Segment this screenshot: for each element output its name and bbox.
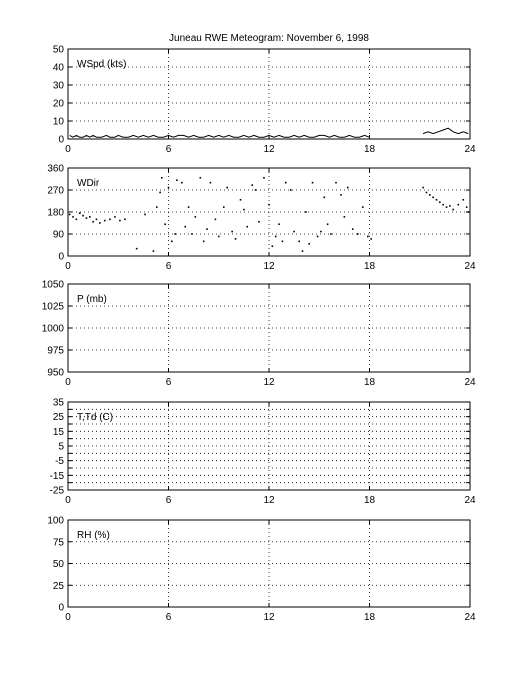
y-tick-label: 1050: [41, 279, 64, 291]
panel-3: [42, 280, 476, 389]
data-point: [305, 211, 307, 213]
data-point: [452, 209, 454, 211]
x-tick-label: 0: [65, 612, 71, 623]
data-point: [439, 201, 441, 203]
y-tick-label: -5: [55, 456, 64, 468]
data-point: [320, 231, 322, 233]
x-tick-label: 0: [65, 261, 71, 272]
data-point: [153, 250, 155, 252]
data-point: [255, 189, 257, 191]
data-point: [282, 241, 284, 243]
data-point: [223, 206, 225, 208]
panel-label: RH (%): [77, 530, 110, 541]
panel-2: [47, 164, 476, 273]
x-tick-label: 12: [263, 377, 275, 388]
data-point: [357, 233, 359, 235]
y-tick-label: 270: [47, 185, 64, 197]
data-point: [124, 219, 126, 221]
data-point: [89, 216, 91, 218]
data-point: [432, 197, 434, 199]
data-point: [285, 182, 287, 184]
data-point: [263, 177, 265, 179]
y-tick-label: 5: [58, 441, 64, 453]
data-point: [206, 228, 208, 230]
x-tick-label: 12: [263, 144, 275, 155]
data-point: [367, 236, 369, 238]
data-point: [251, 184, 253, 186]
data-point: [463, 199, 465, 201]
data-point: [272, 245, 274, 247]
y-tick-label: 1000: [41, 323, 64, 335]
data-point: [156, 206, 158, 208]
data-point: [442, 204, 444, 206]
data-point: [370, 238, 372, 240]
data-point: [174, 233, 176, 235]
y-tick-label: 40: [52, 62, 64, 74]
x-tick-label: 24: [464, 261, 476, 272]
y-tick-label: 10: [52, 116, 64, 128]
data-point: [86, 217, 88, 219]
data-point: [312, 182, 314, 184]
data-point: [210, 182, 212, 184]
data-point: [119, 220, 121, 222]
data-point: [302, 250, 304, 252]
x-tick-label: 6: [165, 144, 172, 155]
x-tick-label: 0: [65, 377, 71, 388]
y-tick-label: 0: [58, 134, 64, 146]
y-tick-label: 20: [52, 98, 64, 110]
y-tick-label: 15: [52, 426, 64, 438]
x-tick-label: 24: [464, 144, 476, 155]
data-point: [466, 206, 468, 208]
y-tick-label: 50: [52, 44, 64, 56]
data-point: [114, 216, 116, 218]
x-tick-label: 18: [363, 612, 376, 623]
data-point: [184, 226, 186, 228]
data-point: [235, 238, 237, 240]
y-tick-label: 950: [47, 367, 64, 379]
data-point: [69, 214, 71, 216]
panel-1: [53, 45, 476, 156]
y-tick-label: 1025: [41, 301, 64, 313]
data-point: [278, 223, 280, 225]
data-point: [290, 189, 292, 191]
data-point: [76, 219, 78, 221]
y-tick-label: 360: [47, 163, 64, 175]
data-point: [436, 199, 438, 201]
x-tick-label: 18: [363, 261, 376, 272]
data-point: [109, 219, 111, 221]
data-point: [144, 214, 146, 216]
x-tick-label: 0: [65, 144, 71, 155]
x-tick-label: 12: [263, 495, 275, 506]
x-tick-label: 6: [165, 495, 172, 506]
data-point: [243, 209, 245, 211]
panel-label: T,Td (C): [77, 412, 114, 423]
data-point: [246, 226, 248, 228]
data-point: [268, 204, 270, 206]
data-point: [195, 216, 197, 218]
x-tick-label: 12: [263, 612, 275, 623]
data-point: [82, 215, 84, 217]
data-point: [231, 231, 233, 233]
data-point: [457, 204, 459, 206]
data-point: [362, 206, 364, 208]
data-point: [159, 192, 161, 194]
y-tick-label: 35: [52, 397, 64, 409]
data-point: [293, 231, 295, 233]
data-point: [171, 241, 173, 243]
data-point: [330, 233, 332, 235]
data-point: [308, 243, 310, 245]
data-point: [181, 182, 183, 184]
y-tick-label: -15: [49, 470, 64, 482]
data-point: [99, 222, 101, 224]
data-point: [200, 177, 202, 179]
panel-label: P (mb): [77, 294, 107, 305]
data-point: [258, 221, 260, 223]
data-point: [92, 221, 94, 223]
data-point: [275, 236, 277, 238]
data-point: [79, 212, 81, 214]
data-point: [468, 211, 470, 213]
data-point: [168, 187, 170, 189]
data-point: [226, 187, 228, 189]
y-tick-label: 25: [52, 412, 64, 424]
data-point: [96, 219, 98, 221]
y-tick-label: 100: [47, 515, 64, 527]
x-tick-label: 18: [363, 495, 376, 506]
data-point: [327, 223, 329, 225]
data-point: [176, 179, 178, 181]
panels: [42, 45, 476, 624]
data-point: [136, 248, 138, 250]
panel-5: [47, 516, 476, 624]
data-point: [215, 219, 217, 221]
data-point: [188, 206, 190, 208]
x-tick-label: 6: [165, 377, 172, 388]
data-point: [335, 182, 337, 184]
panel-label: WDir: [77, 178, 100, 189]
data-point: [429, 194, 431, 196]
y-tick-label: 180: [47, 207, 64, 219]
x-tick-label: 18: [363, 144, 376, 155]
figure-title: Juneau RWE Meteogram: November 6, 1998: [169, 33, 369, 44]
data-point: [72, 216, 74, 218]
panel-4: [50, 398, 476, 507]
data-point: [426, 192, 428, 194]
data-point: [298, 241, 300, 243]
x-tick-label: 12: [263, 261, 275, 272]
y-tick-label: 0: [58, 602, 64, 614]
y-tick-label: 90: [52, 229, 64, 241]
data-point: [161, 177, 163, 179]
data-point: [347, 187, 349, 189]
x-tick-label: 6: [165, 261, 172, 272]
x-tick-label: 0: [65, 495, 71, 506]
data-point: [317, 236, 319, 238]
x-tick-label: 24: [464, 612, 476, 623]
panel-label: WSpd (kts): [77, 59, 127, 70]
y-tick-label: 25: [52, 580, 64, 592]
x-tick-label: 24: [464, 495, 476, 506]
data-point: [344, 216, 346, 218]
data-point: [203, 241, 205, 243]
data-point: [164, 223, 166, 225]
y-tick-label: 0: [58, 251, 64, 263]
data-point: [191, 233, 193, 235]
data-point: [104, 220, 106, 222]
data-point: [446, 206, 448, 208]
y-tick-label: 75: [52, 537, 64, 549]
x-tick-label: 18: [363, 377, 376, 388]
data-point: [422, 187, 424, 189]
data-point: [323, 197, 325, 199]
y-tick-label: 975: [47, 345, 64, 357]
x-tick-label: 6: [165, 612, 172, 623]
y-tick-label: -25: [49, 485, 64, 497]
data-point: [240, 199, 242, 201]
data-point: [340, 194, 342, 196]
data-point: [449, 205, 451, 207]
x-tick-label: 24: [464, 377, 476, 388]
data-point: [218, 236, 220, 238]
y-tick-label: 30: [52, 80, 64, 92]
y-tick-label: 50: [52, 559, 64, 570]
data-point: [352, 228, 354, 230]
